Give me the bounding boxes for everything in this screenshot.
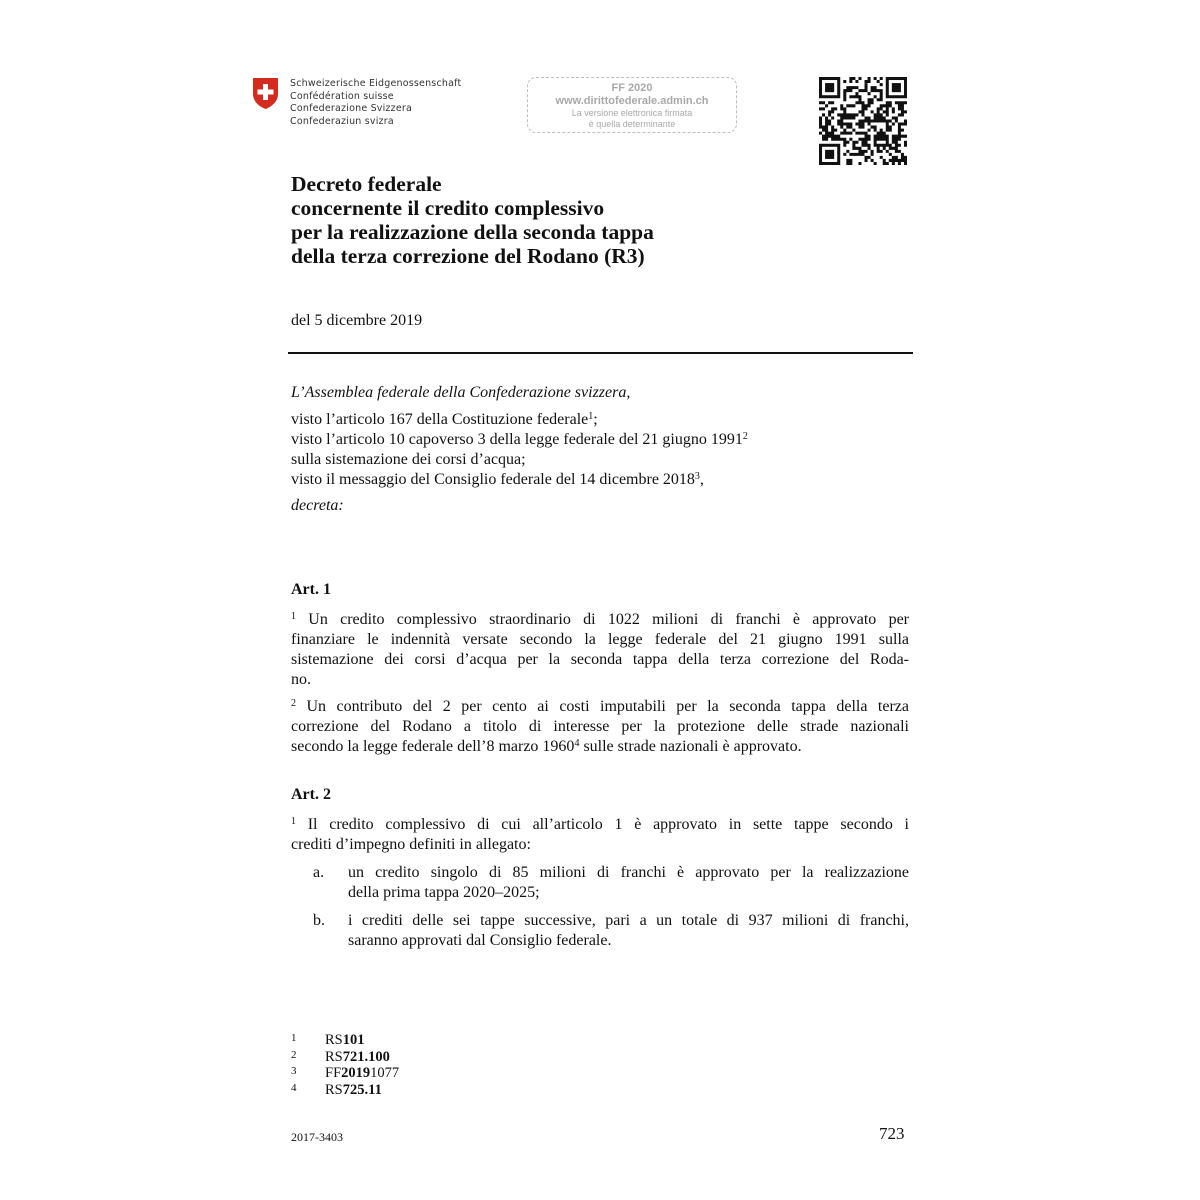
stamp-note-2: è quella determinante <box>588 119 676 129</box>
footnote-ref: 1 <box>588 411 594 422</box>
confed-rm: Confederaziun svizra <box>290 115 394 127</box>
art1-paragraph-1: $^1$ Un credito complessivo straordinario di 1022 milioni di franchi è approvato per finanziare le indennità versate secondo la legge federale del 21 giugno 1991 sulla sistemazione dei corsi d’acqua per la seconda tappa della terza correzione del Roda- no. <box>291 611 909 688</box>
divider <box>288 352 913 354</box>
preamble-line-3: sulla sistemazione dei corsi d’acqua; <box>291 451 526 468</box>
title-line: per la realizzazione della seconda tappa <box>291 220 654 244</box>
title-line: della terza correzione del Rodano (R3) <box>291 244 645 268</box>
electronic-version-stamp <box>527 77 737 133</box>
art2-heading: Art. 2 <box>291 786 331 803</box>
art2-paragraph-1: $^1$ Il credito complessivo di cui all’articolo 1 è approvato in sette tappe secondo i crediti d’impegno definiti in allegato: <box>291 816 909 853</box>
page-number: 723 <box>879 1124 905 1143</box>
list-item-letter: a. <box>313 864 325 881</box>
document-id: 2017-3403 <box>291 1130 343 1144</box>
footnote-ref: 4 <box>574 738 580 749</box>
preamble-line-4: visto il messaggio del Consiglio federale del 14 dicembre 2018$^3$, <box>291 471 704 488</box>
title-line: concernente il credito complessivo <box>291 196 605 220</box>
preamble-line-2: visto l’articolo 10 capoverso 3 della legge federale del 21 giugno 1991$^2$ <box>291 431 748 448</box>
document-title <box>291 172 654 268</box>
stamp-ff: FF 2020 <box>611 82 653 94</box>
footnote: 4 RS 725.11 <box>291 1081 382 1098</box>
swiss-coat-of-arms-logo <box>252 77 279 110</box>
stamp-url: www.dirittofederale.admin.ch <box>555 95 709 107</box>
confed-de: Schweizerische Eidgenossenschaft <box>290 78 462 89</box>
paragraph-number: 1 <box>291 611 296 622</box>
stamp-note-1: La versione elettronica firmata <box>571 108 693 118</box>
footnote: 2 RS 721.100 <box>291 1048 390 1065</box>
confed-it: Confederazione Svizzera <box>290 103 413 115</box>
list-item: un credito singolo di 85 milioni di franchi è approvato per la realizzazione della prima tappa 2020–2025; <box>348 864 909 901</box>
decree-date: del 5 dicembre 2019 <box>291 312 423 329</box>
footnote-ref: 2 <box>742 431 748 442</box>
title-line: Decreto federale <box>291 172 442 196</box>
preamble-intro: L’Assemblea federale della Confederazione svizzera, <box>291 384 631 401</box>
paragraph-number: 2 <box>291 698 296 709</box>
confederation-names <box>290 78 461 128</box>
preamble-line-1: visto l’articolo 167 della Costituzione federale$^1$; <box>291 411 598 428</box>
footnote: 1 RS 101 <box>291 1032 365 1048</box>
confed-fr: Confédération suisse <box>290 90 394 102</box>
footnote: 3 FF 2019 1077 <box>291 1065 400 1081</box>
list-item-letter: b. <box>313 912 325 929</box>
preamble-decreta: decreta: <box>291 497 344 514</box>
footnotes <box>291 1032 399 1098</box>
art1-paragraph-2: $^2$ Un contributo del 2 per cento ai costi imputabili per la seconda tappa della terza correzione del Rodano a titolo di interesse per la protezione delle strade nazionali secondo la legge federale dell’8 marzo 1960$^4$ sulle strade nazionali è approvato. <box>291 698 909 755</box>
paragraph-number: 1 <box>291 816 296 827</box>
list-item: i crediti delle sei tappe successive, pari a un totale di 937 milioni di franchi, saranno approvati dal Consiglio federale. <box>348 912 909 949</box>
footnote-ref: 3 <box>694 471 700 482</box>
art1-heading: Art. 1 <box>291 581 331 598</box>
qr-code-icon <box>819 77 907 165</box>
